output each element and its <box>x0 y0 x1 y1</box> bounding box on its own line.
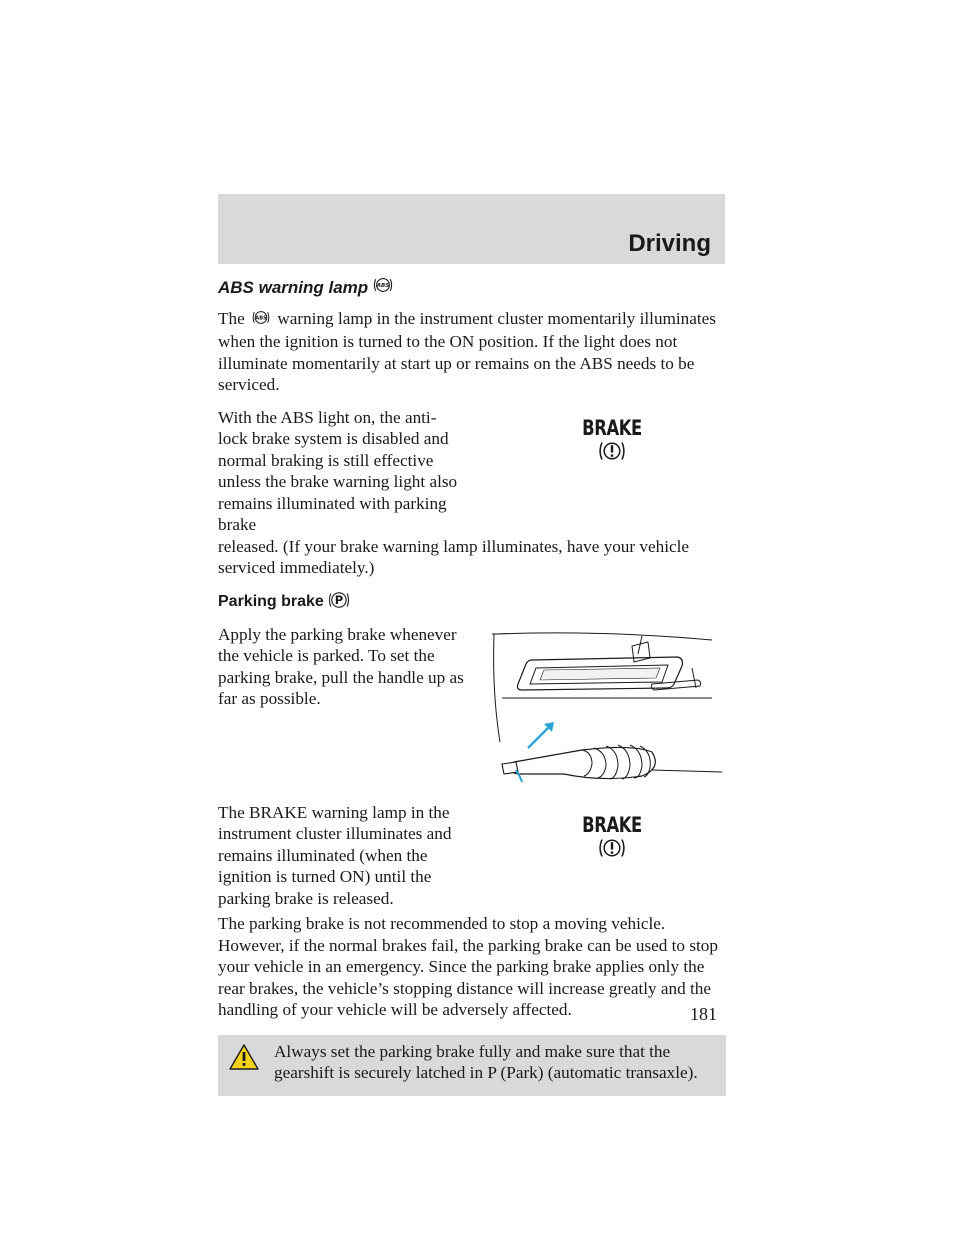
abs-p1-rest: warning lamp in the instrument cluster momentarily illuminates when the ignition is turned to the ON position. If the light does not illuminate momentarily at start up or remains on the ABS needs to be serviced. <box>218 309 716 395</box>
parking-paragraph-1: Apply the parking brake whenever the vehicle is parked. To set the parking brake, pull the handle up as far as possible. <box>218 624 464 709</box>
warning-text: Always set the parking brake fully and make sure that the gearshift is securely latched in P (Park) (automatic transaxle). <box>274 1041 698 1083</box>
parking-apply-row <box>218 624 726 802</box>
brake-exclamation-icon-1 <box>595 439 629 463</box>
parking-brake-handle-illustration <box>492 632 722 782</box>
page-number: 181 <box>690 1004 717 1024</box>
abs-p1-start: The <box>218 309 245 328</box>
brake-warning-symbol-1 <box>572 417 652 467</box>
parking-brake-figure-column <box>466 802 726 910</box>
warning-box <box>218 1035 726 1096</box>
section-title: Driving <box>628 230 711 257</box>
parking-icon-label: P <box>334 592 344 607</box>
parking-paragraph-2: The BRAKE warning lamp in the instrument cluster illuminates and remains illuminated (when the ignition is turned ON) until the parking brake is released. <box>218 802 452 908</box>
brake-warning-symbol-2 <box>572 814 652 864</box>
abs-heading <box>218 276 726 299</box>
abs-inline-icon-label: ABS <box>255 315 267 322</box>
abs-paragraph-1 <box>218 308 726 396</box>
abs-paragraph-2-row <box>218 407 726 536</box>
page-content <box>218 276 726 1096</box>
warning-triangle-icon <box>228 1043 260 1076</box>
section-header-band <box>218 194 725 264</box>
brake-exclamation-icon-2 <box>595 836 629 860</box>
abs-paragraph-2-wrap: With the ABS light on, the anti-lock brake system is disabled and normal braking is still effective unless the brake warning light also remains illuminated with parking brake <box>218 407 458 535</box>
brake-symbol-label-2: BRAKE <box>582 812 642 837</box>
parking-lamp-row <box>218 802 726 910</box>
parking-brake-icon <box>327 590 351 615</box>
abs-warning-icon <box>372 276 394 299</box>
abs-heading-text: ABS warning lamp <box>218 277 369 297</box>
parking-brake-heading-text: Parking brake <box>218 593 324 611</box>
abs-paragraph-2-rest: released. (If your brake warning lamp illuminates, have your vehicle serviced immediately.) <box>218 536 690 578</box>
abs-brake-figure-column <box>466 407 726 536</box>
brake-symbol-label-1: BRAKE <box>582 415 642 440</box>
parking-figure-column <box>466 624 726 802</box>
abs-inline-icon <box>251 309 271 332</box>
parking-paragraph-3: The parking brake is not recommended to stop a moving vehicle. However, if the normal brakes fail, the parking brake can be used to stop your vehicle in an emergency. Since the parking brake applies only the rear brakes, the vehicle’s stopping distance will increase greatly and the handling of your vehicle will be adversely affected. <box>218 914 718 1020</box>
abs-icon-label: ABS <box>376 283 390 290</box>
parking-brake-heading <box>218 590 726 615</box>
